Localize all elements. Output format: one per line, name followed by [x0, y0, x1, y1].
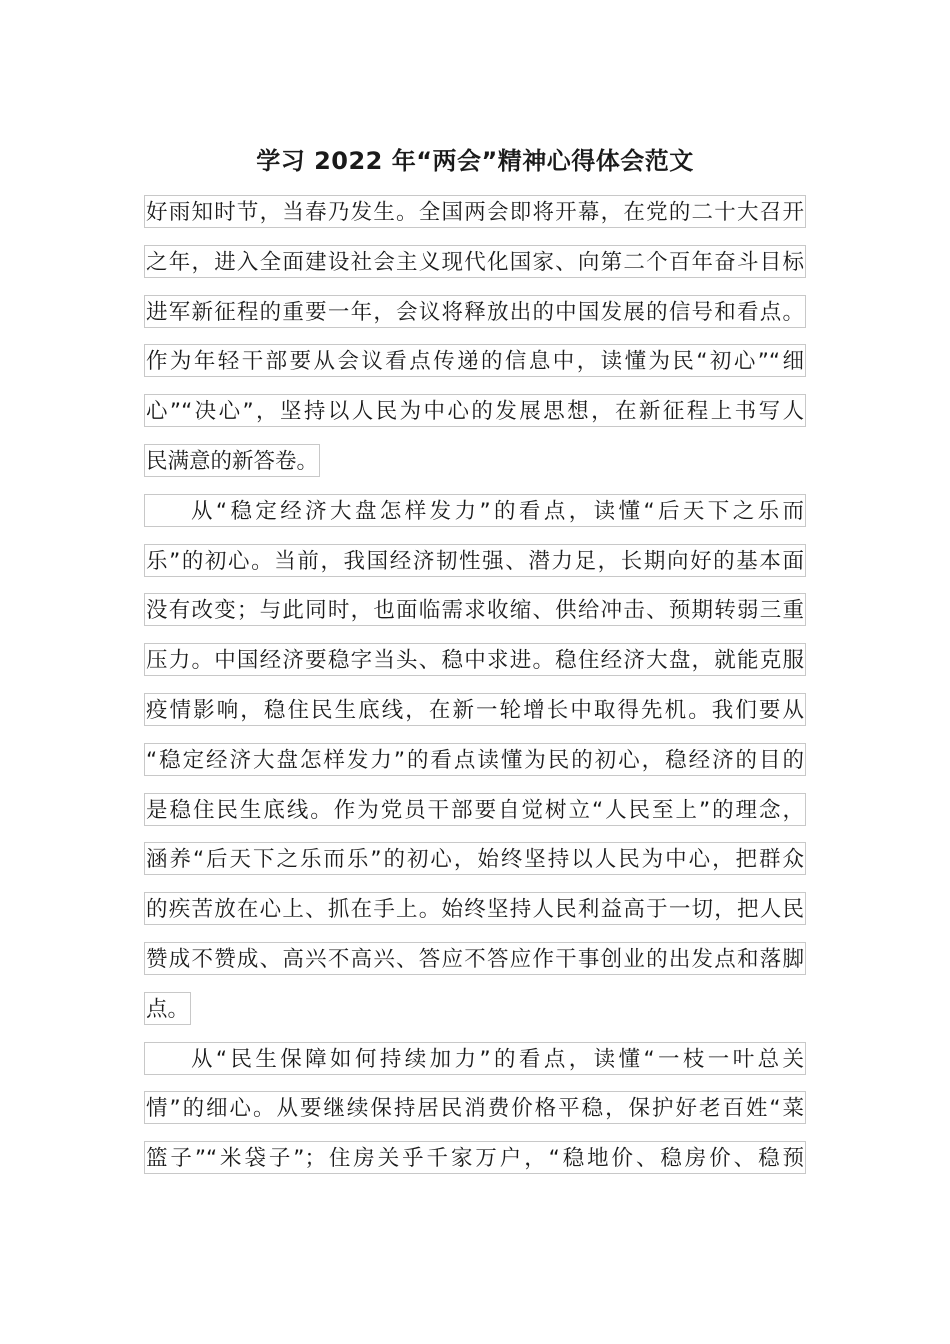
text-line [144, 585, 808, 635]
text-line-content: 没有改变；与此同时，也面临需求收缩、供给冲击、预期转弱三重 [144, 593, 806, 626]
text-line [144, 635, 808, 685]
text-line-content: 篮子”“米袋子”；住房关乎千家万户，“稳地价、稳房价、稳预 [144, 1141, 806, 1174]
text-line-content: 之年，进入全面建设社会主义现代化国家、向第二个百年奋斗目标 [144, 245, 806, 278]
text-line-content: 涵养“后天下之乐而乐”的初心，始终坚持以人民为中心，把群众 [144, 842, 806, 875]
text-line [144, 735, 808, 785]
text-line-content: 心”“决心”，坚持以人民为中心的发展思想，在新征程上书写人 [144, 394, 806, 427]
text-line [144, 536, 808, 586]
text-line [144, 984, 808, 1034]
text-line-content: 赞成不赞成、高兴不高兴、答应不答应作干事创业的出发点和落脚 [144, 942, 806, 975]
text-line [144, 834, 808, 884]
text-line [144, 187, 808, 237]
document-title: 学习 2022 年“两会”精神心得体会范文 [256, 147, 694, 175]
text-line-content: 点。 [144, 992, 191, 1025]
text-line-content: 疫情影响，稳住民生底线，在新一轮增长中取得先机。我们要从 [144, 693, 806, 726]
text-line [144, 1034, 808, 1084]
text-line [144, 1133, 808, 1183]
text-line [144, 785, 808, 835]
text-line [144, 486, 808, 536]
text-line-content: 是稳住民生底线。作为党员干部要自觉树立“人民至上”的理念， [144, 793, 806, 826]
text-line-content: 进军新征程的重要一年，会议将释放出的中国发展的信号和看点。 [144, 295, 806, 328]
text-line [144, 436, 808, 486]
text-line-content: “稳定经济大盘怎样发力”的看点读懂为民的初心，稳经济的目的 [144, 743, 806, 776]
text-line-content: 好雨知时节，当春乃发生。全国两会即将开幕，在党的二十大召开 [144, 195, 806, 228]
text-line-content: 作为年轻干部要从会议看点传递的信息中，读懂为民“初心”“细 [144, 344, 806, 377]
text-line [144, 934, 808, 984]
text-line-content: 压力。中国经济要稳字当头、稳中求进。稳住经济大盘，就能克服 [144, 643, 806, 676]
document-body [144, 187, 808, 1183]
text-line [144, 336, 808, 386]
text-line-content: 乐”的初心。当前，我国经济韧性强、潜力足，长期向好的基本面 [144, 544, 806, 577]
text-line [144, 237, 808, 287]
text-line-content: 从“稳定经济大盘怎样发力”的看点，读懂“后天下之乐而 [144, 494, 806, 527]
text-line [144, 685, 808, 735]
text-line [144, 287, 808, 337]
text-line [144, 1083, 808, 1133]
text-line-content: 民满意的新答卷。 [144, 444, 320, 477]
text-line-content: 从“民生保障如何持续加力”的看点，读懂“一枝一叶总关 [144, 1042, 806, 1075]
text-line-content: 的疾苦放在心上、抓在手上。始终坚持人民利益高于一切，把人民 [144, 892, 806, 925]
text-line-content: 情”的细心。从要继续保持居民消费价格平稳，保护好老百姓“菜 [144, 1091, 806, 1124]
text-line [144, 386, 808, 436]
text-line [144, 884, 808, 934]
